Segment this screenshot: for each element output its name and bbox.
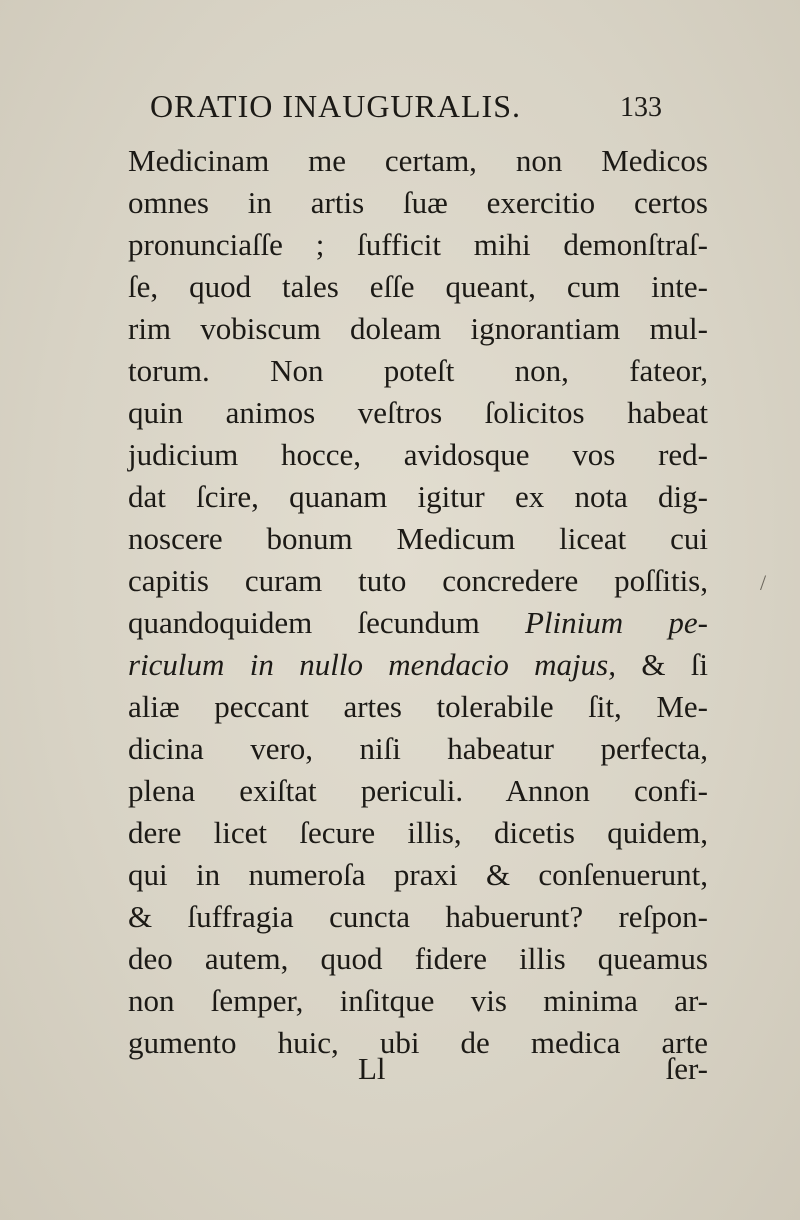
text-line: quin animos veſtros ſolicitos habeat (128, 395, 708, 430)
page-footer (128, 1048, 708, 1090)
text-line: noscere bonum Medicum liceat cui (128, 521, 708, 556)
text-segment: quandoquidem ſecundum (128, 605, 480, 640)
signature-mark: Ll (358, 1051, 386, 1086)
text-line: rim vobiscum doleam ignorantiam mul- (128, 311, 708, 346)
text-line: judicium hocce, avidosque vos red- (128, 437, 708, 472)
text-line-mixed (128, 644, 708, 686)
running-head: ORATIO INAUGURALIS. (150, 88, 521, 124)
text-line: qui in numeroſa praxi & conſenuerunt, (128, 857, 708, 892)
catchword: ſer- (665, 1051, 708, 1086)
margin-mark: / (760, 570, 767, 595)
text-line-mixed (128, 602, 708, 644)
text-line: deo autem, quod fidere illis queamus (128, 941, 708, 976)
text-line: dere licet ſecure illis, dicetis quidem, (128, 815, 708, 850)
text-line: plena exiſtat periculi. Annon confi- (128, 773, 708, 808)
text-line: aliæ peccant artes tolerabile ſit, Me- (128, 689, 708, 724)
page-header (150, 88, 670, 136)
text-line: Medicinam me certam, non Medicos (128, 143, 708, 178)
page-number: 133 (620, 92, 662, 123)
body-text (128, 140, 708, 1064)
text-line: ſe, quod tales eſſe queant, cum inte- (128, 269, 708, 304)
text-segment: & ſi (641, 647, 709, 682)
text-line: torum. Non poteſt non, fateor, (128, 353, 708, 388)
italic-segment: Plinium pe- (525, 605, 708, 640)
text-line: pronunciaſſe ; ſufficit mihi demonſtraſ- (128, 227, 708, 262)
text-line: dicina vero, niſi habeatur perfecta, (128, 731, 708, 766)
text-line: dat ſcire, quanam igitur ex nota dig- (128, 479, 708, 514)
italic-segment: riculum in nullo mendacio majus, (128, 647, 616, 682)
text-line: non ſemper, inſitque vis minima ar- (128, 983, 708, 1018)
text-line: & ſuffragia cuncta habuerunt? reſpon- (128, 899, 708, 934)
text-line: capitis curam tuto concredere poſſitis, (128, 563, 708, 598)
text-line: gumento huic, ubi de medica arte (128, 1025, 708, 1060)
text-line: omnes in artis ſuæ exercitio certos (128, 185, 708, 220)
